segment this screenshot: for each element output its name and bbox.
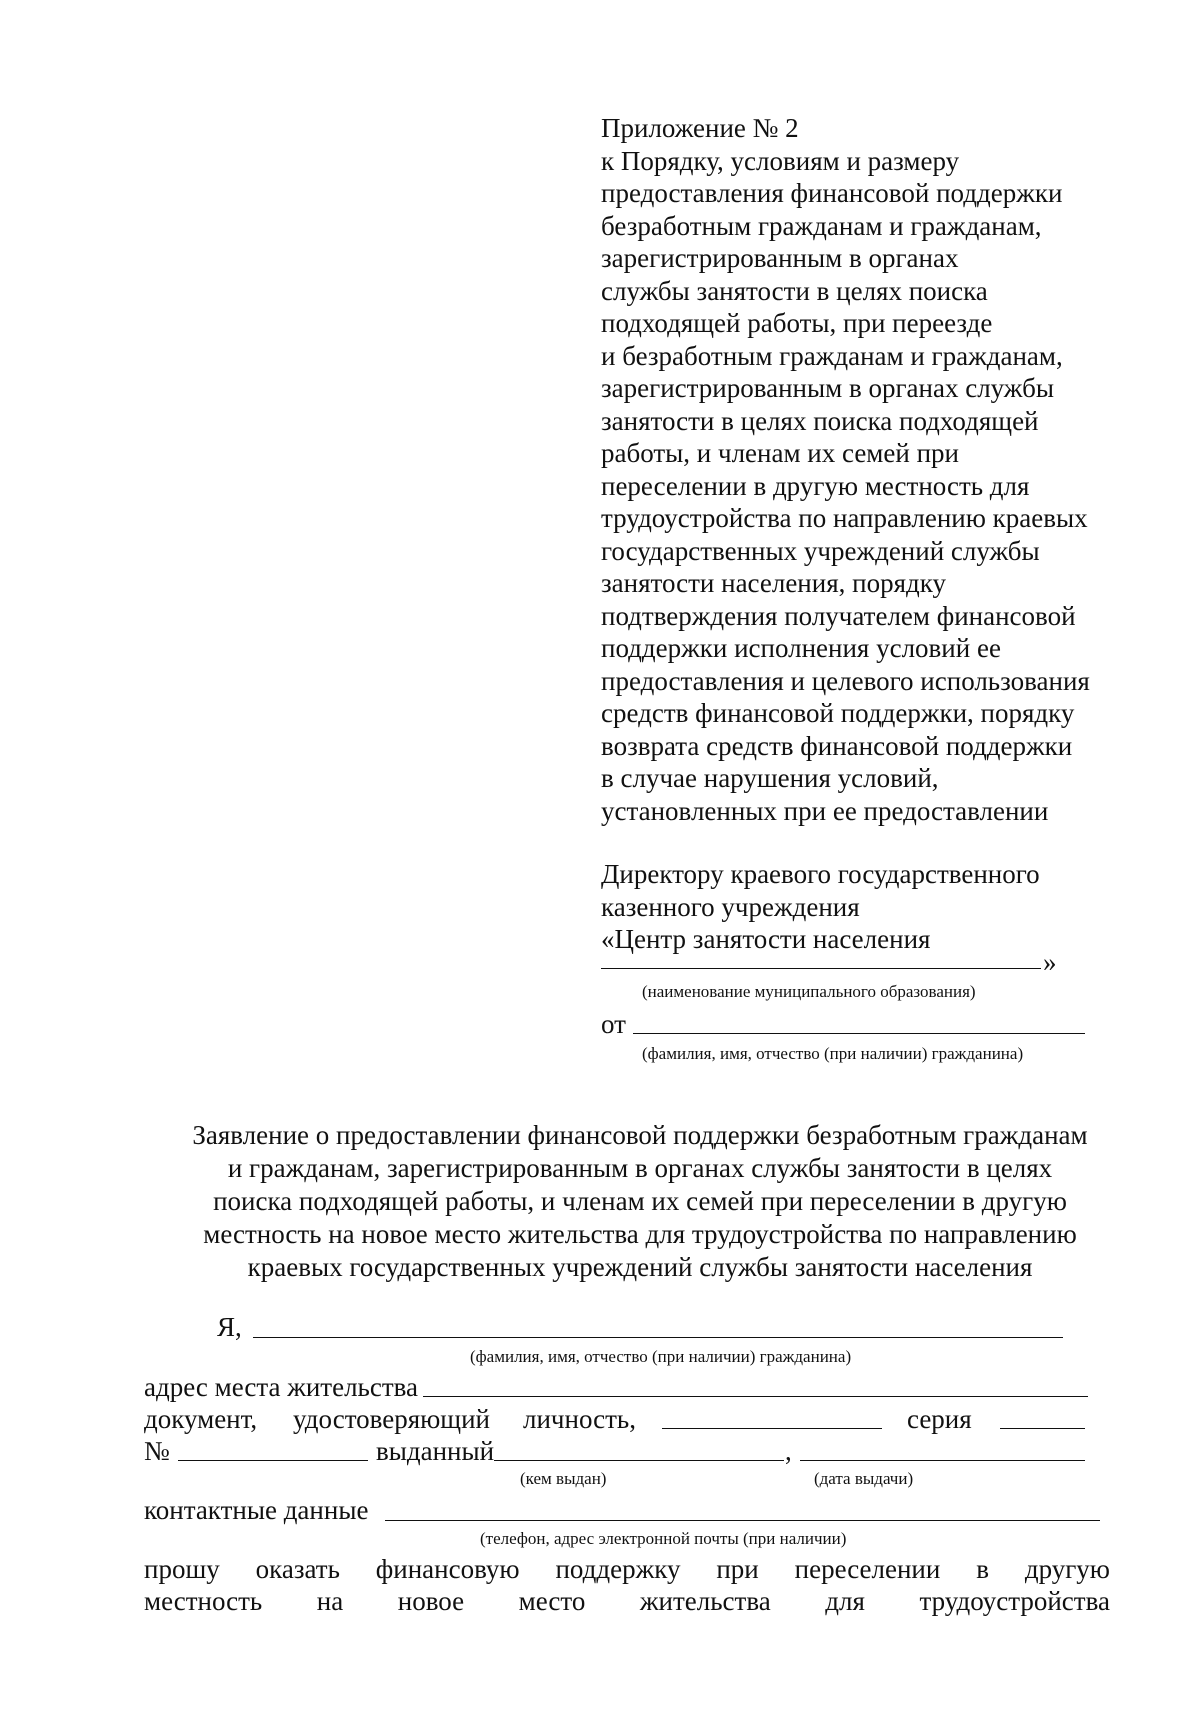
annex-line: подходящей работы, при переезде <box>601 308 993 338</box>
title-line: поиска подходящей работы, и членам их семей при переселении в другую <box>213 1186 1067 1216</box>
annex-line: государственных учреждений службы <box>601 535 1040 566</box>
request-word: другую <box>1024 1554 1110 1584</box>
request-word: оказать <box>255 1554 340 1584</box>
contacts-caption: (телефон, адрес электронной почты (при наличии) <box>480 1529 847 1548</box>
annex-line: безработным гражданам и гражданам, <box>601 210 1042 241</box>
annex-line: предоставления и целевого использования <box>601 665 1090 696</box>
annex-line: подтверждения получателем финансовой <box>601 600 1076 631</box>
annex-line: занятости в целях поиска подходящей <box>601 405 1039 436</box>
doc-label-1: документ, <box>144 1404 258 1434</box>
address-blank[interactable] <box>423 1396 1088 1397</box>
annex-line: работы, и членам их семей при <box>601 438 959 468</box>
addressee-line-1: Директору краевого государственного <box>601 859 1040 889</box>
from-fio-caption: (фамилия, имя, отчество (при наличии) гражданина) <box>642 1044 1024 1063</box>
document-type-blank[interactable] <box>662 1428 882 1429</box>
from-fio-blank[interactable] <box>633 1033 1085 1034</box>
annex-line: трудоустройства по направлению краевых <box>601 503 1088 533</box>
request-word: прошу <box>144 1554 220 1584</box>
annex-line: предоставления финансовой поддержки <box>601 178 1063 208</box>
annex-line: переселении в другую местность для <box>601 470 1030 501</box>
request-word: поддержку <box>555 1554 681 1584</box>
municipality-caption: (наименование муниципального образования) <box>642 982 976 1001</box>
request-word: трудоустройства <box>919 1586 1110 1616</box>
addressee-line-2: казенного учреждения <box>601 891 860 922</box>
request-word: переселении <box>794 1554 941 1584</box>
number-label: № <box>144 1436 170 1466</box>
request-word: местность <box>144 1586 263 1616</box>
address-label: адрес места жительства <box>144 1372 419 1402</box>
doc-label-2: удостоверяющий <box>293 1404 490 1434</box>
series-label: серия <box>907 1404 972 1434</box>
annex-line: занятости населения, порядку <box>601 568 946 598</box>
number-blank[interactable] <box>178 1460 368 1461</box>
from-label: от <box>601 1009 626 1039</box>
title-line: Заявление о предоставлении финансовой поддержки безработным гражданам <box>192 1120 1088 1150</box>
annex-line: службы занятости в целях поиска <box>601 275 988 306</box>
annex-line: к Порядку, условиям и размеру <box>601 145 960 176</box>
title-line: краевых государственных учреждений службы занятости населения <box>247 1252 1033 1282</box>
comma: , <box>785 1436 792 1466</box>
annex-line: зарегистрированным в органах <box>601 243 959 273</box>
issue-date-blank[interactable] <box>800 1460 1085 1461</box>
issued-by-blank[interactable] <box>494 1460 784 1461</box>
request-word: новое <box>397 1586 465 1616</box>
annex-line: Приложение № 2 <box>601 113 799 143</box>
issued-label: выданный <box>376 1436 495 1466</box>
annex-line: установленных при ее предоставлении <box>601 795 1049 826</box>
request-word: в <box>976 1554 989 1584</box>
doc-label-3: личность, <box>523 1404 636 1434</box>
annex-line: в случае нарушения условий, <box>601 763 939 793</box>
request-word: жительства <box>639 1586 771 1616</box>
fio-caption: (фамилия, имя, отчество (при наличии) гражданина) <box>470 1347 852 1366</box>
quote-close: » <box>1043 947 1057 977</box>
municipality-blank[interactable] <box>601 968 1041 969</box>
annex-heading <box>601 112 1161 827</box>
series-blank[interactable] <box>1000 1428 1085 1429</box>
request-line-2 <box>144 1585 1110 1617</box>
addressee-block <box>601 858 1161 956</box>
annex-line: поддержки исполнения условий ее <box>601 633 1001 663</box>
statement-title <box>100 1119 1180 1284</box>
annex-line: средств финансовой поддержки, порядку <box>601 698 1075 728</box>
request-line-1 <box>144 1553 1110 1585</box>
annex-line: и безработным гражданам и гражданам, <box>601 340 1063 371</box>
fio-blank[interactable] <box>253 1337 1063 1338</box>
addressee-line-3: «Центр занятости населения <box>601 924 931 954</box>
request-word: на <box>316 1586 344 1616</box>
request-word: для <box>825 1586 865 1616</box>
request-word: место <box>518 1586 586 1616</box>
i-label: Я, <box>217 1312 242 1342</box>
annex-line: возврата средств финансовой поддержки <box>601 730 1073 761</box>
request-word: финансовую <box>375 1554 520 1584</box>
title-line: и гражданам, зарегистрированным в органах службы занятости в целях <box>227 1153 1053 1183</box>
contacts-blank[interactable] <box>385 1520 1100 1521</box>
issue-date-caption: (дата выдачи) <box>814 1469 914 1488</box>
request-word: при <box>716 1554 759 1584</box>
annex-line: зарегистрированным в органах службы <box>601 373 1054 403</box>
title-line: местность на новое место жительства для трудоустройства по направлению <box>203 1219 1077 1249</box>
issued-by-caption: (кем выдан) <box>520 1469 607 1488</box>
contacts-label: контактные данные <box>144 1495 369 1525</box>
